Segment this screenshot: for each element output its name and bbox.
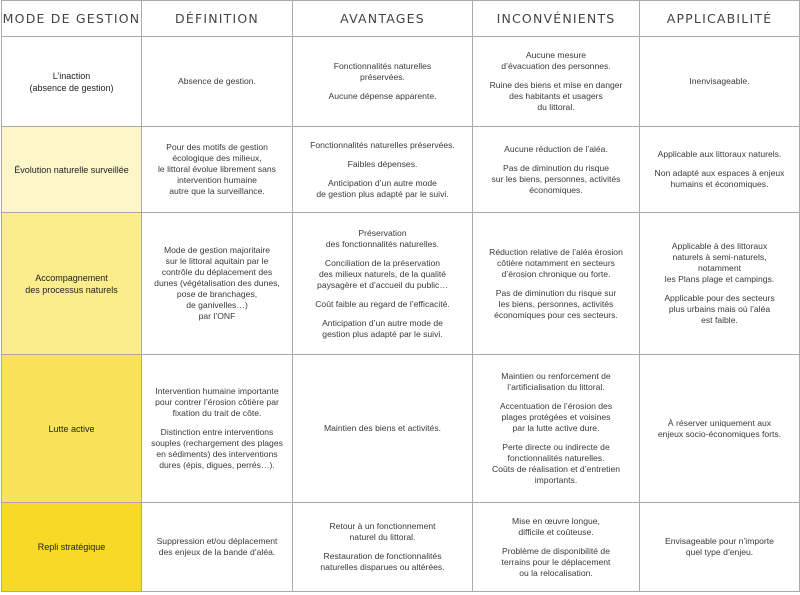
header-applicabilite: APPLICABILITÉ: [640, 1, 800, 37]
inconvenients-cell: [473, 213, 640, 355]
applicabilite-paragraph: Inenvisageable.: [689, 76, 750, 86]
inconvenients-paragraph: Aucune mesure d’évacuation des personnes.: [501, 50, 611, 71]
avantages-paragraph: Retour à un fonctionnement naturel du littoral.: [329, 521, 436, 542]
applicabilite-paragraph: Non adapté aux espaces à enjeux humains et économiques.: [654, 168, 785, 189]
table-row: [2, 213, 800, 355]
mode-cell: [2, 127, 142, 213]
definition-paragraph: Absence de gestion.: [178, 76, 256, 86]
avantages-cell: [293, 127, 473, 213]
applicabilite-paragraph: Applicable aux littoraux naturels.: [657, 149, 782, 159]
mode-label: L’inaction (absence de gestion): [29, 70, 114, 93]
mode-cell: [2, 503, 142, 592]
avantages-paragraph: Préservation des fonctionnalités naturelles.: [325, 227, 440, 249]
applicabilite-cell: [640, 127, 800, 213]
definition-paragraph: Mode de gestion majoritaire sur le littoral aquitain par le contrôle du déplacement des dunes (végétalisation des dunes, pose de branchages, de ganivelles…) par l’ONF: [154, 245, 280, 321]
applicabilite-cell: [640, 355, 800, 503]
header-row: [2, 1, 800, 37]
avantages-cell: [293, 355, 473, 503]
mode-cell: [2, 213, 142, 355]
applicabilite-paragraph: À réserver uniquement aux enjeux socio-économiques forts.: [657, 417, 782, 439]
header-definition: DÉFINITION: [142, 1, 293, 37]
inconvenients-paragraph: Problème de disponibilité de terrains pour le déplacement ou la relocalisation.: [501, 545, 611, 578]
applicabilite-paragraph: Envisageable pour n’importe quel type d’enjeu.: [665, 536, 774, 557]
mode-label: Repli stratégique: [37, 542, 106, 552]
avantages-paragraph: Fonctionnalités naturelles préservées.: [310, 139, 455, 150]
avantages-paragraph: Restauration de fonctionnalités naturelles disparues ou altérées.: [320, 551, 445, 572]
avantages-paragraph: Conciliation de la préservation des milieux naturels, de la qualité paysagère et d’accueil du public…: [317, 257, 448, 290]
inconvenients-paragraph: Aucune réduction de l’aléa.: [504, 143, 608, 154]
definition-cell: [142, 127, 293, 213]
inconvenients-paragraph: Pas de diminution du risque sur les biens, personnes, activités économiques.: [491, 162, 621, 195]
definition-paragraph: Suppression et/ou déplacement des enjeux de la bande d’aléa.: [156, 536, 278, 557]
applicabilite-cell: [640, 213, 800, 355]
inconvenients-paragraph: Pas de diminution du risque sur les biens, personnes, activités économiques pour ces secteurs.: [494, 287, 618, 320]
mode-label: Évolution naturelle surveillée: [14, 164, 129, 175]
applicabilite-cell: [640, 503, 800, 592]
mode-cell: [2, 355, 142, 503]
applicabilite-cell: [640, 37, 800, 127]
avantages-paragraph: Anticipation d’un autre mode de gestion plus adapté par le suivi.: [322, 317, 443, 339]
inconvenients-paragraph: Ruine des biens et mise en danger des habitants et usagers du littoral.: [489, 80, 623, 112]
applicabilite-paragraph: Applicable à des littoraux naturels à semi-naturels, notamment les Plans plage et campings.: [664, 241, 775, 284]
inconvenients-cell: [473, 127, 640, 213]
definition-paragraph: Pour des motifs de gestion écologique des milieux, le littoral évolue librement sans intervention humaine autre que la surveillance.: [158, 142, 276, 196]
definition-paragraph: Intervention humaine importante pour contrer l’érosion côtière par fixation du trait de côte.: [155, 386, 279, 418]
header-inconvenients: INCONVÉNIENTS: [473, 1, 640, 37]
inconvenients-paragraph: Maintien ou renforcement de l’artificialisation du littoral.: [501, 371, 611, 392]
definition-cell: [142, 503, 293, 592]
inconvenients-paragraph: Réduction relative de l’aléa érosion côtière notamment en secteurs d’érosion chronique ou forte.: [489, 246, 623, 279]
definition-paragraph: Distinction entre interventions souples (rechargement des plages en sédiments) des interventions dures (épis, digues, perrés…).: [151, 427, 283, 470]
header-mode: MODE DE GESTION: [2, 1, 142, 37]
table-row: [2, 127, 800, 213]
avantages-paragraph: Coût faible au regard de l’efficacité.: [315, 298, 450, 309]
table-row: [2, 355, 800, 503]
applicabilite-paragraph: Applicable pour des secteurs plus urbains mais où l’aléa est faible.: [664, 293, 775, 325]
inconvenients-paragraph: Mise en œuvre longue, difficile et coûteuse.: [512, 515, 600, 537]
avantages-paragraph: Aucune dépense apparente.: [328, 91, 437, 101]
management-modes-table: [1, 0, 800, 592]
inconvenients-paragraph: Accentuation de l’érosion des plages protégées et voisines par la lutte active dure.: [499, 401, 613, 433]
mode-label: Lutte active: [48, 423, 95, 434]
header-avantages: AVANTAGES: [293, 1, 473, 37]
inconvenients-cell: [473, 355, 640, 503]
mode-cell: [2, 37, 142, 127]
avantages-paragraph: Faibles dépenses.: [347, 158, 418, 169]
avantages-cell: [293, 213, 473, 355]
definition-cell: [142, 355, 293, 503]
definition-cell: [142, 37, 293, 127]
avantages-cell: [293, 503, 473, 592]
definition-cell: [142, 213, 293, 355]
avantages-cell: [293, 37, 473, 127]
table-row: [2, 503, 800, 592]
avantages-paragraph: Maintien des biens et activités.: [323, 423, 442, 433]
avantages-paragraph: Anticipation d’un autre mode de gestion plus adapté par le suivi.: [316, 177, 449, 199]
inconvenients-cell: [473, 37, 640, 127]
inconvenients-cell: [473, 503, 640, 592]
inconvenients-paragraph: Perte directe ou indirecte de fonctionnalités naturelles. Coûts de réalisation et d’entretien importants.: [491, 442, 621, 485]
mode-label: Accompagnement des processus naturels: [25, 272, 118, 295]
avantages-paragraph: Fonctionnalités naturelles préservées.: [333, 61, 432, 82]
table-row: [2, 37, 800, 127]
